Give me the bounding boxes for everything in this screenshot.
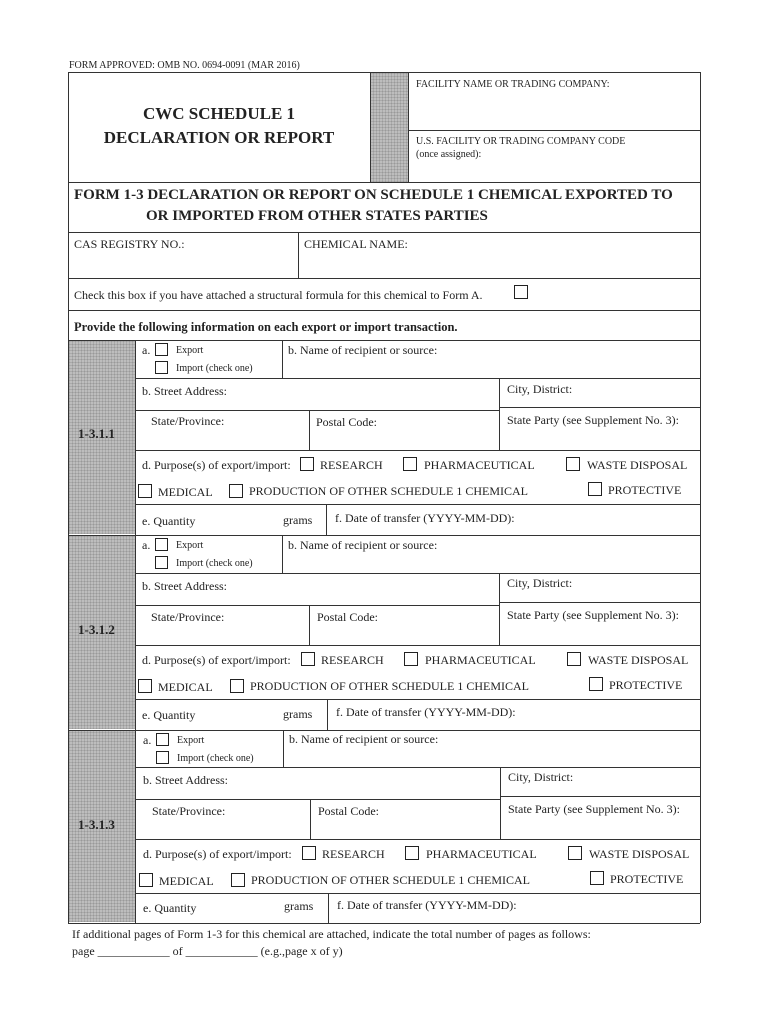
- import-label: Import (check one): [176, 363, 253, 374]
- quantity-field[interactable]: [205, 508, 280, 530]
- state-field[interactable]: [137, 818, 308, 838]
- a-label: a.: [142, 343, 151, 357]
- page-title-line2: DECLARATION OR REPORT: [103, 128, 335, 147]
- chemical-name-label: CHEMICAL NAME:: [304, 237, 408, 251]
- medical-checkbox[interactable]: [138, 484, 152, 498]
- research-label: RESEARCH: [322, 847, 385, 861]
- date-field[interactable]: [530, 702, 698, 724]
- page-title-line1: CWC SCHEDULE 1: [142, 104, 296, 123]
- state-label: State/Province:: [152, 804, 226, 818]
- street-label: b. Street Address:: [142, 579, 227, 593]
- waste-disposal-label: WASTE DISPOSAL: [587, 458, 688, 472]
- a-label: a.: [142, 538, 151, 552]
- provide-info-text: Provide the following information on each export or import transaction.: [74, 320, 458, 334]
- postal-label: Postal Code:: [318, 804, 380, 818]
- street-field[interactable]: [137, 787, 497, 797]
- recipient-label: b. Name of recipient or source:: [288, 538, 438, 552]
- date-field[interactable]: [530, 508, 698, 530]
- protective-checkbox[interactable]: [589, 677, 603, 691]
- postal-field[interactable]: [311, 430, 497, 448]
- recipient-label: b. Name of recipient or source:: [289, 732, 439, 746]
- cas-label: CAS REGISTRY NO.:: [74, 237, 185, 251]
- postal-field[interactable]: [312, 819, 498, 837]
- date-label: f. Date of transfer (YYYY-MM-DD):: [337, 898, 517, 912]
- grams-label: grams: [283, 513, 313, 527]
- section-id: 1-3.1.3: [78, 817, 115, 832]
- state-field[interactable]: [137, 624, 307, 644]
- recipient-field[interactable]: [284, 358, 698, 376]
- waste-disposal-checkbox[interactable]: [568, 846, 582, 860]
- production-label: PRODUCTION OF OTHER SCHEDULE 1 CHEMICAL: [250, 679, 530, 693]
- structural-formula-checkbox[interactable]: [514, 285, 528, 299]
- recipient-field[interactable]: [285, 747, 698, 765]
- state-party-field[interactable]: [502, 817, 698, 837]
- purpose-label: d. Purpose(s) of export/import:: [142, 458, 291, 472]
- quantity-field[interactable]: [206, 896, 281, 918]
- city-field[interactable]: [501, 590, 698, 602]
- medical-label: MEDICAL: [158, 485, 213, 499]
- production-checkbox[interactable]: [231, 873, 245, 887]
- postal-label: Postal Code:: [316, 415, 378, 429]
- pharmaceutical-label: PHARMACEUTICAL: [424, 458, 535, 472]
- section-id: 1-3.1.1: [78, 426, 115, 441]
- form-title-line1: FORM 1-3 DECLARATION OR REPORT ON SCHEDULE 1 CHEMICAL EXPORTED TO: [74, 187, 673, 203]
- date-field[interactable]: [531, 896, 698, 918]
- waste-disposal-checkbox[interactable]: [566, 457, 580, 471]
- protective-label: PROTECTIVE: [609, 678, 683, 692]
- pharmaceutical-checkbox[interactable]: [404, 652, 418, 666]
- date-label: f. Date of transfer (YYYY-MM-DD):: [336, 705, 516, 719]
- purpose-label: d. Purpose(s) of export/import:: [143, 847, 292, 861]
- state-label: State/Province:: [151, 610, 225, 624]
- pharmaceutical-label: PHARMACEUTICAL: [426, 847, 537, 861]
- research-checkbox[interactable]: [300, 457, 314, 471]
- import-checkbox[interactable]: [155, 361, 168, 374]
- state-party-field[interactable]: [501, 623, 698, 643]
- street-label: b. Street Address:: [142, 384, 227, 398]
- structural-formula-text: Check this box if you have attached a structural formula for this chemical to Form A.: [74, 288, 483, 302]
- city-label: City, District:: [507, 382, 573, 396]
- postal-field[interactable]: [311, 625, 497, 643]
- research-checkbox[interactable]: [301, 652, 315, 666]
- research-label: RESEARCH: [321, 653, 384, 667]
- a-label: a.: [143, 733, 152, 747]
- header-shading: [370, 73, 408, 182]
- quantity-label: e. Quantity: [142, 514, 196, 528]
- export-label: Export: [176, 540, 204, 551]
- waste-disposal-label: WASTE DISPOSAL: [589, 847, 690, 861]
- import-checkbox[interactable]: [155, 556, 168, 569]
- state-party-label: State Party (see Supplement No. 3):: [508, 802, 680, 816]
- protective-label: PROTECTIVE: [608, 483, 682, 497]
- chemical-name-field[interactable]: [300, 252, 698, 276]
- export-checkbox[interactable]: [155, 343, 168, 356]
- state-party-label: State Party (see Supplement No. 3):: [507, 608, 679, 622]
- street-label: b. Street Address:: [143, 773, 228, 787]
- facility-code-sublabel: (once assigned):: [416, 149, 482, 160]
- pharmaceutical-checkbox[interactable]: [403, 457, 417, 471]
- quantity-field[interactable]: [205, 702, 280, 724]
- production-checkbox[interactable]: [229, 484, 243, 498]
- city-label: City, District:: [508, 770, 574, 784]
- facility-code-label: U.S. FACILITY OR TRADING COMPANY CODE: [416, 136, 626, 147]
- research-checkbox[interactable]: [302, 846, 316, 860]
- recipient-label: b. Name of recipient or source:: [288, 343, 438, 357]
- recipient-field[interactable]: [284, 553, 698, 571]
- street-field[interactable]: [137, 593, 497, 603]
- import-checkbox[interactable]: [156, 751, 169, 764]
- production-label: PRODUCTION OF OTHER SCHEDULE 1 CHEMICAL: [249, 484, 529, 498]
- protective-checkbox[interactable]: [590, 871, 604, 885]
- research-label: RESEARCH: [320, 458, 383, 472]
- waste-disposal-checkbox[interactable]: [567, 652, 581, 666]
- page-count-line[interactable]: page ____________ of ____________ (e.g.,page x of y): [72, 944, 343, 958]
- state-label: State/Province:: [151, 414, 225, 428]
- state-party-label: State Party (see Supplement No. 3):: [507, 413, 679, 427]
- medical-label: MEDICAL: [159, 874, 214, 888]
- state-field[interactable]: [137, 428, 307, 448]
- import-label: Import (check one): [177, 753, 254, 764]
- section-id: 1-3.1.2: [78, 622, 115, 637]
- production-label: PRODUCTION OF OTHER SCHEDULE 1 CHEMICAL: [251, 873, 531, 887]
- state-party-field[interactable]: [501, 428, 698, 448]
- grams-label: grams: [284, 899, 314, 913]
- production-checkbox[interactable]: [230, 679, 244, 693]
- postal-label: Postal Code:: [317, 610, 379, 624]
- form-title-line2: OR IMPORTED FROM OTHER STATES PARTIES: [146, 208, 488, 224]
- export-checkbox[interactable]: [155, 538, 168, 551]
- waste-disposal-label: WASTE DISPOSAL: [588, 653, 689, 667]
- purpose-label: d. Purpose(s) of export/import:: [142, 653, 291, 667]
- pharmaceutical-checkbox[interactable]: [405, 846, 419, 860]
- additional-pages-text: If additional pages of Form 1-3 for this chemical are attached, indicate the total number of pages as follows:: [72, 927, 591, 941]
- date-label: f. Date of transfer (YYYY-MM-DD):: [335, 511, 515, 525]
- city-field[interactable]: [502, 784, 698, 796]
- protective-label: PROTECTIVE: [610, 872, 684, 886]
- medical-checkbox[interactable]: [138, 679, 152, 693]
- quantity-label: e. Quantity: [143, 901, 197, 915]
- omb-number: FORM APPROVED: OMB NO. 0694-0091 (MAR 2016): [69, 60, 300, 71]
- medical-checkbox[interactable]: [139, 873, 153, 887]
- quantity-label: e. Quantity: [142, 708, 196, 722]
- city-label: City, District:: [507, 576, 573, 590]
- street-field[interactable]: [137, 398, 497, 408]
- export-label: Export: [177, 735, 205, 746]
- facility-name-label: FACILITY NAME OR TRADING COMPANY:: [416, 79, 610, 90]
- import-label: Import (check one): [176, 558, 253, 569]
- cas-field[interactable]: [70, 252, 296, 276]
- facility-name-field[interactable]: [410, 94, 698, 124]
- facility-code-field[interactable]: [410, 162, 698, 180]
- grams-label: grams: [283, 707, 313, 721]
- pharmaceutical-label: PHARMACEUTICAL: [425, 653, 536, 667]
- medical-label: MEDICAL: [158, 680, 213, 694]
- protective-checkbox[interactable]: [588, 482, 602, 496]
- export-checkbox[interactable]: [156, 733, 169, 746]
- export-label: Export: [176, 345, 204, 356]
